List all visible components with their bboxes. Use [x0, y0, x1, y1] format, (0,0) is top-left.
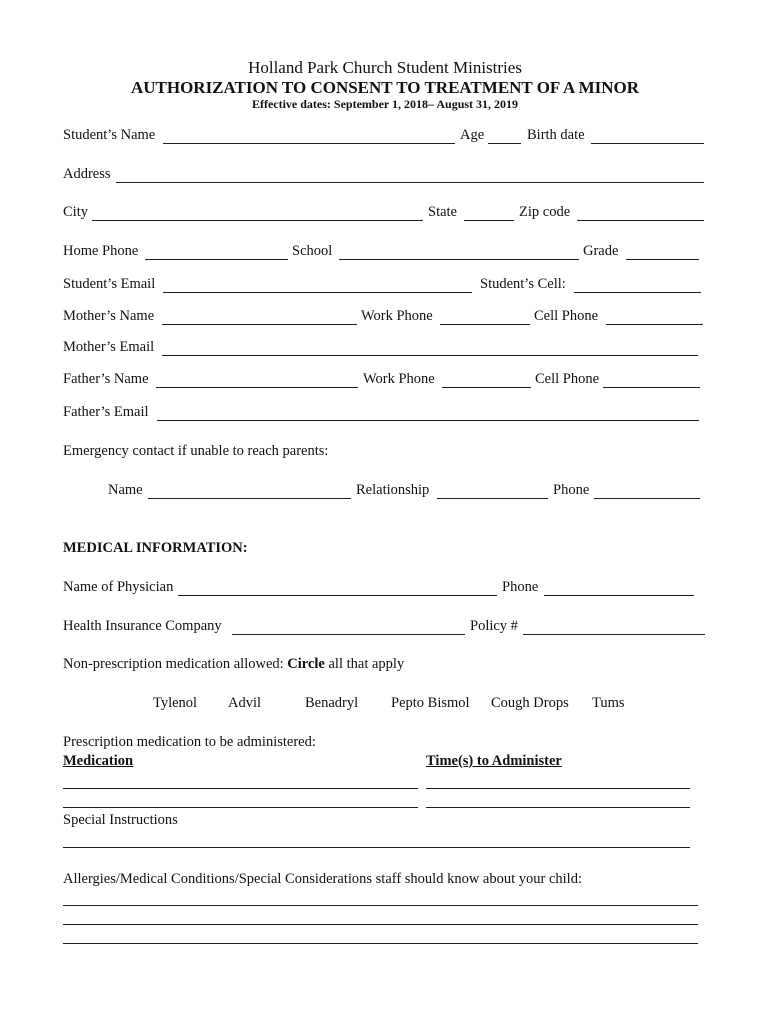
age-label: Age: [460, 127, 485, 143]
father-email-field[interactable]: [157, 420, 699, 421]
option-advil[interactable]: Advil: [228, 695, 262, 711]
home-phone-field[interactable]: [145, 259, 288, 260]
physician-phone-field[interactable]: [544, 595, 694, 596]
father-cell-phone-field[interactable]: [603, 387, 700, 388]
emergency-name-label: Name: [108, 482, 143, 498]
grade-field[interactable]: [626, 259, 699, 260]
physician-field[interactable]: [178, 595, 497, 596]
city-label: City: [63, 204, 88, 220]
mother-cell-phone-field[interactable]: [606, 324, 703, 325]
student-email-label: Student’s Email: [63, 276, 156, 292]
emergency-relationship-field[interactable]: [437, 498, 548, 499]
organization-name: Holland Park Church Student Ministries: [248, 58, 522, 77]
allergies-field-1[interactable]: [63, 905, 698, 906]
option-pepto-bismol[interactable]: Pepto Bismol: [391, 695, 470, 711]
policy-label: Policy #: [470, 618, 518, 634]
rx-time-header: Time(s) to Administer: [426, 753, 562, 769]
form-title: AUTHORIZATION TO CONSENT TO TREATMENT OF A MINOR: [130, 78, 640, 97]
school-field[interactable]: [339, 259, 579, 260]
emergency-phone-field[interactable]: [594, 498, 700, 499]
address-label: Address: [63, 166, 111, 182]
rx-time-field-1[interactable]: [426, 788, 690, 789]
mother-name-field[interactable]: [162, 324, 357, 325]
mother-work-phone-field[interactable]: [440, 324, 530, 325]
emergency-relationship-label: Relationship: [356, 482, 430, 498]
zip-label: Zip code: [519, 204, 571, 220]
father-work-phone-label: Work Phone: [363, 371, 435, 387]
student-cell-label: Student’s Cell:: [480, 276, 566, 292]
father-work-phone-field[interactable]: [442, 387, 531, 388]
allergies-field-3[interactable]: [63, 943, 698, 944]
birth-date-field[interactable]: [591, 143, 704, 144]
city-field[interactable]: [92, 220, 423, 221]
rx-time-field-2[interactable]: [426, 807, 690, 808]
insurance-label: Health Insurance Company: [63, 618, 222, 634]
mother-email-field[interactable]: [162, 355, 698, 356]
student-cell-field[interactable]: [574, 292, 701, 293]
grade-label: Grade: [583, 243, 619, 259]
physician-phone-label: Phone: [502, 579, 539, 595]
option-tums[interactable]: Tums: [592, 695, 625, 711]
special-instructions-label: Special Instructions: [63, 812, 178, 828]
allergies-label: Allergies/Medical Conditions/Special Considerations staff should know about your child:: [63, 871, 582, 887]
mother-work-phone-label: Work Phone: [361, 308, 433, 324]
mother-email-label: Mother’s Email: [63, 339, 155, 355]
option-benadryl[interactable]: Benadryl: [305, 695, 359, 711]
student-name-field[interactable]: [163, 143, 455, 144]
special-instructions-field[interactable]: [63, 847, 690, 848]
father-cell-phone-label: Cell Phone: [535, 371, 600, 387]
insurance-field[interactable]: [232, 634, 465, 635]
policy-field[interactable]: [523, 634, 705, 635]
age-field[interactable]: [488, 143, 521, 144]
home-phone-label: Home Phone: [63, 243, 139, 259]
father-name-label: Father’s Name: [63, 371, 149, 387]
physician-label: Name of Physician: [63, 579, 174, 595]
emergency-name-field[interactable]: [148, 498, 351, 499]
birth-date-label: Birth date: [527, 127, 585, 143]
option-tylenol[interactable]: Tylenol: [153, 695, 198, 711]
emergency-intro: Emergency contact if unable to reach parents:: [63, 443, 329, 459]
rx-medication-header: Medication: [63, 753, 134, 769]
rx-medication-field-1[interactable]: [63, 788, 418, 789]
address-field[interactable]: [116, 182, 704, 183]
student-email-field[interactable]: [163, 292, 472, 293]
mother-name-label: Mother’s Name: [63, 308, 155, 324]
rx-intro: Prescription medication to be administered:: [63, 734, 316, 750]
nonrx-instruction: Non-prescription medication allowed: Circle all that apply: [63, 656, 405, 672]
effective-dates: Effective dates: September 1, 2018– August 31, 2019: [251, 97, 519, 111]
rx-medication-field-2[interactable]: [63, 807, 418, 808]
option-cough-drops[interactable]: Cough Drops: [491, 695, 569, 711]
mother-cell-phone-label: Cell Phone: [534, 308, 599, 324]
school-label: School: [292, 243, 333, 259]
father-email-label: Father’s Email: [63, 404, 149, 420]
state-label: State: [428, 204, 457, 220]
zip-field[interactable]: [577, 220, 704, 221]
medical-heading: MEDICAL INFORMATION:: [63, 540, 248, 556]
emergency-phone-label: Phone: [553, 482, 590, 498]
student-name-label: Student’s Name: [63, 127, 156, 143]
allergies-field-2[interactable]: [63, 924, 698, 925]
state-field[interactable]: [464, 220, 514, 221]
father-name-field[interactable]: [156, 387, 358, 388]
